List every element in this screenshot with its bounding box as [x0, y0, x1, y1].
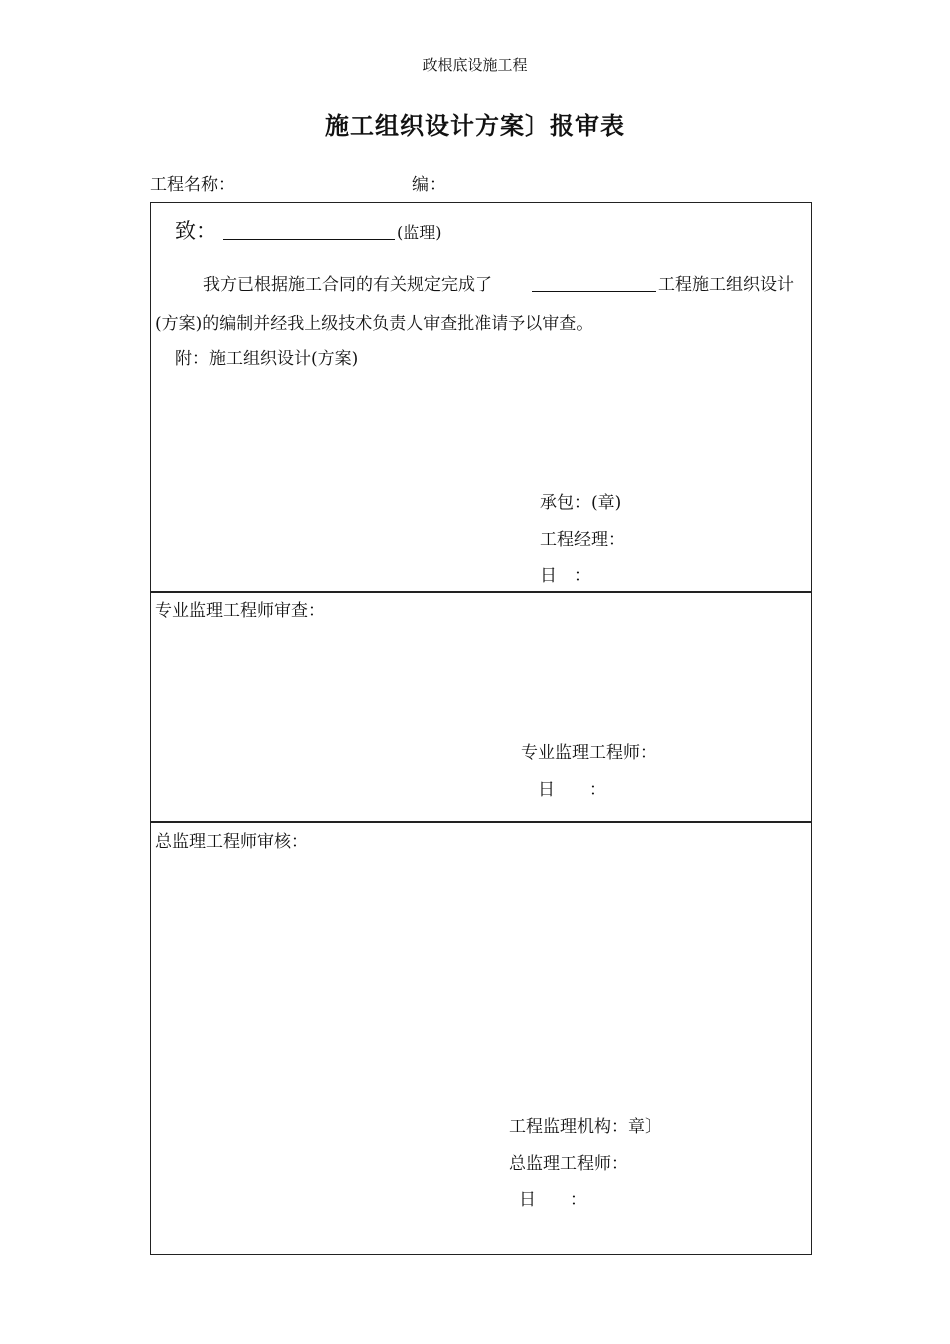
- contractor-seal-label: 承包：(章): [540, 493, 622, 513]
- code-label: 编：: [412, 175, 446, 195]
- specialist-engineer-label: 专业监理工程师：: [521, 743, 657, 763]
- to-label: 致：: [175, 219, 217, 243]
- chief-date-label: 日 ：: [519, 1190, 587, 1210]
- specialist-review-heading: 专业监理工程师审查：: [155, 601, 325, 621]
- meta-row: [150, 170, 446, 195]
- project-name-label: 工程名称：: [150, 175, 235, 195]
- submission-date-label: 日 ：: [540, 566, 591, 586]
- specialist-review-section: [150, 591, 812, 823]
- submission-section: [150, 202, 812, 593]
- project-name-field[interactable]: [532, 271, 656, 292]
- supervision-org-seal-label: 工程监理机构：章〕: [509, 1117, 662, 1137]
- statement-line-2: (方案)的编制并经我上级技术负责人审查批准请予以审查。: [155, 314, 594, 334]
- project-manager-label: 工程经理：: [540, 530, 625, 550]
- supervisor-suffix: (监理): [397, 223, 442, 242]
- chief-review-heading: 总监理工程师审核：: [155, 832, 308, 852]
- supervisor-name-field[interactable]: [223, 219, 395, 240]
- attachment-note: 附：施工组织设计(方案): [175, 349, 359, 369]
- specialist-date-label: 日 ：: [538, 780, 606, 800]
- statement-line-1b: 工程施工组织设计: [658, 275, 794, 295]
- form-title: 施工组织设计方案〕报审表: [325, 111, 625, 140]
- chief-review-section: [150, 821, 812, 1255]
- running-header: 政根底设施工程: [422, 56, 528, 74]
- chief-engineer-label: 总监理工程师：: [509, 1154, 628, 1174]
- statement-line-1a: 我方已根据施工合同的有关规定完成了: [203, 275, 492, 295]
